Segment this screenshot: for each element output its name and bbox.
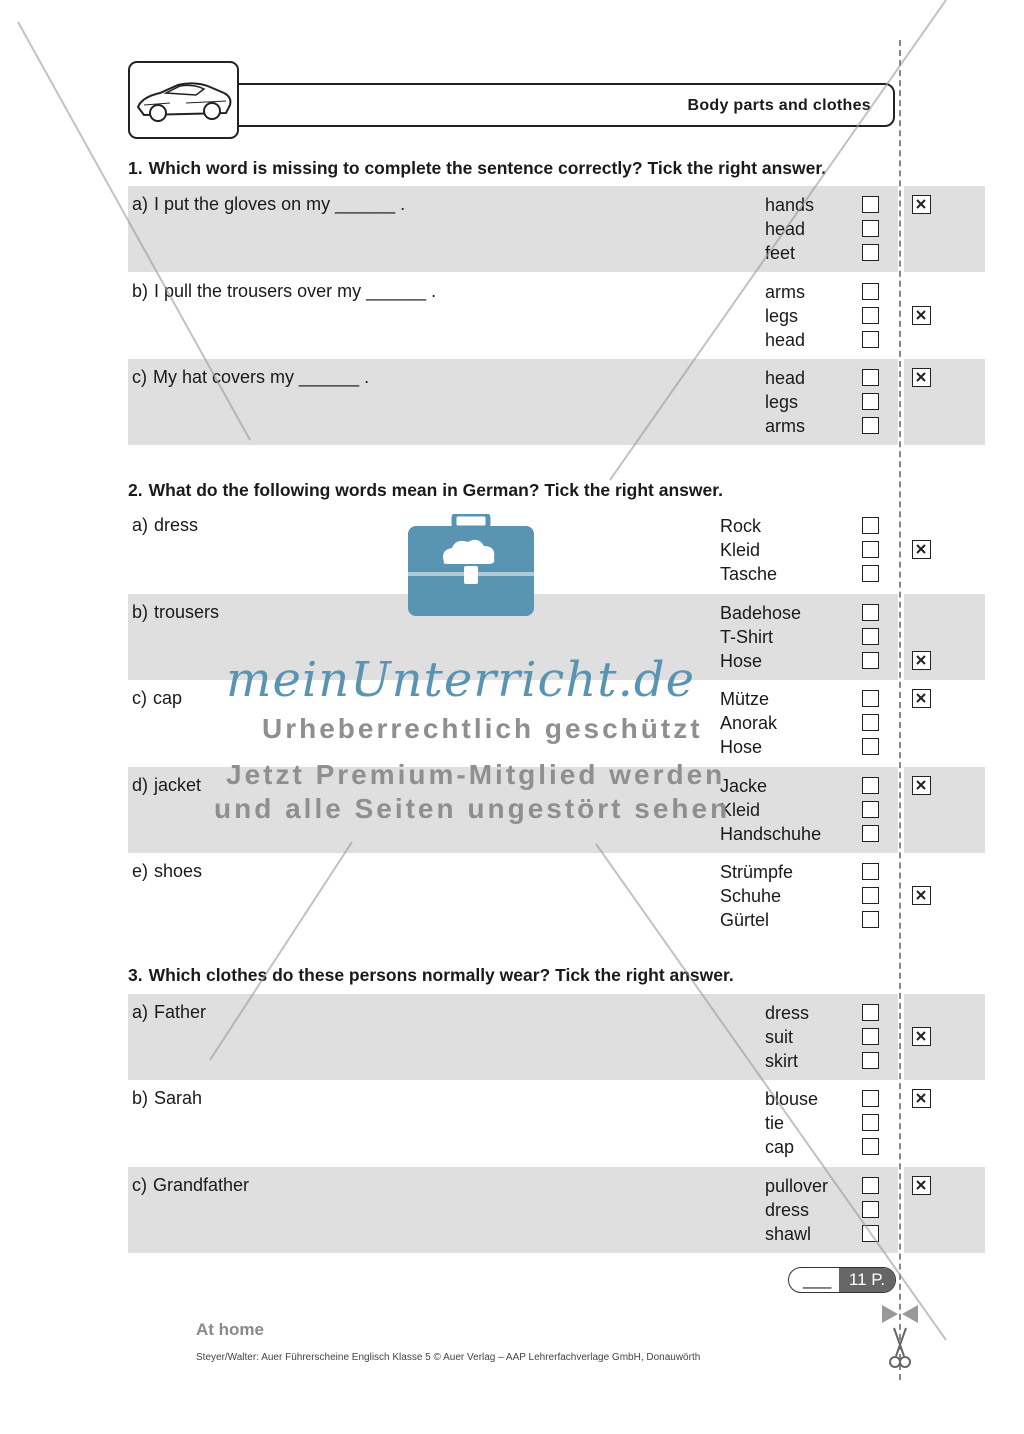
row-letter: a)	[132, 194, 149, 214]
row-text: My hat covers my ______ .	[153, 367, 370, 387]
checked-box-icon	[912, 195, 931, 214]
cut-line	[899, 40, 901, 1380]
question-1-number: 1.	[128, 158, 143, 178]
checkbox-icon[interactable]	[862, 1177, 879, 1194]
watermark-line-1: Urheberrechtlich geschützt	[262, 713, 703, 744]
option-label: head	[765, 330, 806, 350]
checkbox-icon[interactable]	[862, 541, 879, 558]
row-letter: c)	[132, 688, 147, 708]
question-2-number: 2.	[128, 480, 143, 500]
row-text: Father	[154, 1002, 207, 1022]
row-text: Grandfather	[153, 1175, 250, 1195]
option-label: dress	[765, 1200, 810, 1220]
checked-box-icon	[912, 1176, 931, 1195]
bowtie-icon	[880, 1303, 920, 1325]
row-prompt	[132, 775, 201, 796]
option-label: Tasche	[720, 564, 778, 584]
score-box	[788, 1267, 896, 1293]
watermark-brand: meinUnterricht.de	[226, 652, 695, 708]
checkbox-icon[interactable]	[862, 196, 879, 213]
option-label: Kleid	[720, 800, 761, 820]
watermark-line-2: Jetzt Premium-Mitglied werden	[226, 759, 726, 790]
checkbox-icon[interactable]	[862, 369, 879, 386]
checkbox-icon[interactable]	[862, 1028, 879, 1045]
checkbox-icon[interactable]	[862, 393, 879, 410]
question-1-heading	[128, 158, 826, 179]
checkbox-icon[interactable]	[862, 565, 879, 582]
option-label: Schuhe	[720, 886, 782, 906]
row-text: cap	[153, 688, 183, 708]
footer-title: At home	[196, 1320, 264, 1339]
row-prompt	[132, 861, 202, 882]
row-text: I pull the trousers over my ______ .	[154, 281, 437, 301]
checkbox-icon[interactable]	[862, 777, 879, 794]
question-2-title: What do the following words mean in German? Tick the right answer.	[148, 480, 723, 500]
option-label: Mütze	[720, 689, 770, 709]
row-letter: a)	[132, 1002, 149, 1022]
checkbox-icon[interactable]	[862, 1225, 879, 1242]
checkbox-icon[interactable]	[862, 307, 879, 324]
question-row	[128, 1080, 898, 1166]
option-label: hands	[765, 195, 815, 215]
option-label: blouse	[765, 1089, 819, 1109]
option-label: arms	[765, 282, 805, 302]
option-label: Gürtel	[720, 910, 770, 930]
row-text: Sarah	[154, 1088, 203, 1108]
footer-credit: Steyer/Walter: Auer Führerscheine Englisch Klasse 5 © Auer Verlag – AAP Lehrerfachverlage GmbH, Donauwörth	[196, 1352, 701, 1363]
row-letter: b)	[132, 281, 149, 301]
checkbox-icon[interactable]	[862, 417, 879, 434]
checkbox-icon[interactable]	[862, 1114, 879, 1131]
row-letter: c)	[132, 367, 147, 387]
option-label: dress	[765, 1003, 810, 1023]
question-1-title: Which word is missing to complete the sentence correctly? Tick the right answer.	[148, 158, 827, 178]
option-label: shawl	[765, 1224, 812, 1244]
checkbox-icon[interactable]	[862, 244, 879, 261]
checkbox-icon[interactable]	[862, 1052, 879, 1069]
row-letter: e)	[132, 861, 149, 881]
question-3-title: Which clothes do these persons normally wear? Tick the right answer.	[148, 965, 734, 985]
checkbox-icon[interactable]	[862, 887, 879, 904]
option-label: pullover	[765, 1176, 829, 1196]
question-3-number: 3.	[128, 965, 143, 985]
checked-box-icon	[912, 368, 931, 387]
option-label: arms	[765, 416, 805, 436]
option-label: legs	[765, 306, 799, 326]
option-label: Jacke	[720, 776, 768, 796]
row-prompt	[132, 194, 405, 215]
row-prompt	[132, 281, 436, 302]
row-prompt	[132, 602, 219, 623]
bag-cloud-icon	[406, 514, 536, 618]
checkbox-icon[interactable]	[862, 825, 879, 842]
checkbox-icon[interactable]	[862, 801, 879, 818]
checked-box-icon	[912, 1089, 931, 1108]
row-text: shoes	[154, 861, 203, 881]
option-label: Strümpfe	[720, 862, 794, 882]
question-2-heading	[128, 480, 723, 501]
checked-box-icon	[912, 1027, 931, 1046]
option-label: head	[765, 368, 806, 388]
option-label: cap	[765, 1137, 795, 1157]
row-prompt	[132, 1002, 206, 1023]
option-label: legs	[765, 392, 799, 412]
score-blank: ___	[803, 1270, 832, 1289]
checkbox-icon[interactable]	[862, 1004, 879, 1021]
sports-car-icon	[128, 61, 239, 139]
row-prompt	[132, 515, 198, 536]
option-label: feet	[765, 243, 796, 263]
row-prompt	[132, 688, 182, 709]
checkbox-icon[interactable]	[862, 738, 879, 755]
checkbox-icon[interactable]	[862, 331, 879, 348]
option-label: skirt	[765, 1051, 798, 1071]
question-row	[128, 273, 898, 359]
option-label: T-Shirt	[720, 627, 774, 647]
checkbox-icon[interactable]	[862, 604, 879, 621]
checkbox-icon[interactable]	[862, 517, 879, 534]
checkbox-icon[interactable]	[862, 652, 879, 669]
checkbox-icon[interactable]	[862, 911, 879, 928]
option-label: tie	[765, 1113, 785, 1133]
checkbox-icon[interactable]	[862, 690, 879, 707]
row-prompt	[132, 367, 369, 388]
scissors-icon	[886, 1326, 914, 1370]
watermark-line-3: und alle Seiten ungestört sehen	[214, 793, 731, 824]
question-row	[128, 186, 898, 272]
row-letter: c)	[132, 1175, 147, 1195]
checked-box-icon	[912, 776, 931, 795]
option-label: Badehose	[720, 603, 802, 623]
checkbox-icon[interactable]	[862, 1090, 879, 1107]
row-text: dress	[154, 515, 199, 535]
score-points: 11 P.	[839, 1268, 895, 1292]
checked-box-icon	[912, 651, 931, 670]
checkbox-icon[interactable]	[862, 714, 879, 731]
header-bar	[238, 83, 895, 127]
checkbox-icon[interactable]	[862, 283, 879, 300]
row-letter: b)	[132, 1088, 149, 1108]
row-letter: b)	[132, 602, 149, 622]
question-row	[128, 1167, 898, 1253]
row-letter: a)	[132, 515, 149, 535]
question-row	[128, 994, 898, 1080]
checked-box-icon	[912, 689, 931, 708]
checkbox-icon[interactable]	[862, 863, 879, 880]
checked-box-icon	[912, 306, 931, 325]
option-label: Kleid	[720, 540, 761, 560]
option-label: Anorak	[720, 713, 778, 733]
row-prompt	[132, 1175, 249, 1196]
option-label: suit	[765, 1027, 794, 1047]
option-label: Hose	[720, 737, 763, 757]
option-label: head	[765, 219, 806, 239]
option-label: Hose	[720, 651, 763, 671]
question-row	[128, 853, 898, 939]
row-prompt	[132, 1088, 202, 1109]
checkbox-icon[interactable]	[862, 220, 879, 237]
checkbox-icon[interactable]	[862, 628, 879, 645]
option-label: Handschuhe	[720, 824, 822, 844]
row-text: trousers	[154, 602, 220, 622]
question-row	[128, 359, 898, 445]
row-text: I put the gloves on my ______ .	[154, 194, 406, 214]
question-3-heading	[128, 965, 734, 986]
option-label: Rock	[720, 516, 762, 536]
row-text: jacket	[154, 775, 202, 795]
page-title: Body parts and clothes	[687, 97, 871, 114]
checkbox-icon[interactable]	[862, 1138, 879, 1155]
checked-box-icon	[912, 540, 931, 559]
checked-box-icon	[912, 886, 931, 905]
row-letter: d)	[132, 775, 149, 795]
checkbox-icon[interactable]	[862, 1201, 879, 1218]
